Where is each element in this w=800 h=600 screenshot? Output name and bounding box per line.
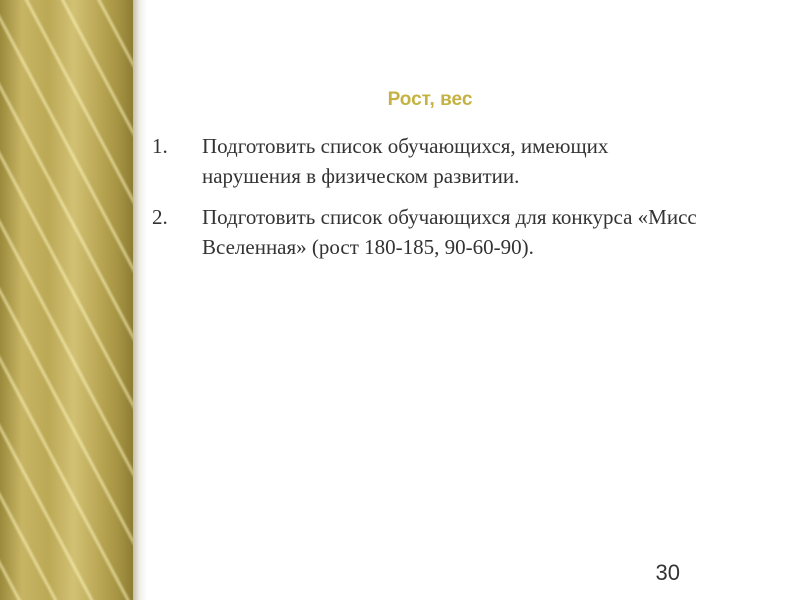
list-item-number: 2. — [152, 205, 168, 229]
numbered-list — [152, 131, 712, 273]
list-item-text: Подготовить список обучающихся для конкурса «Мисс Вселенная» (рост 180-185, 90-60-90). — [202, 205, 697, 259]
list-item-text: Подготовить список обучающихся, имеющих нарушения в физическом развитии. — [202, 134, 609, 188]
slide-title: Рост, вес — [387, 89, 473, 110]
decorative-gold-band — [0, 0, 133, 600]
band-shadow — [133, 0, 147, 600]
list-item — [152, 131, 712, 191]
page-number: 30 — [655, 560, 680, 585]
list-item-number: 1. — [152, 134, 168, 158]
list-item — [152, 202, 712, 262]
